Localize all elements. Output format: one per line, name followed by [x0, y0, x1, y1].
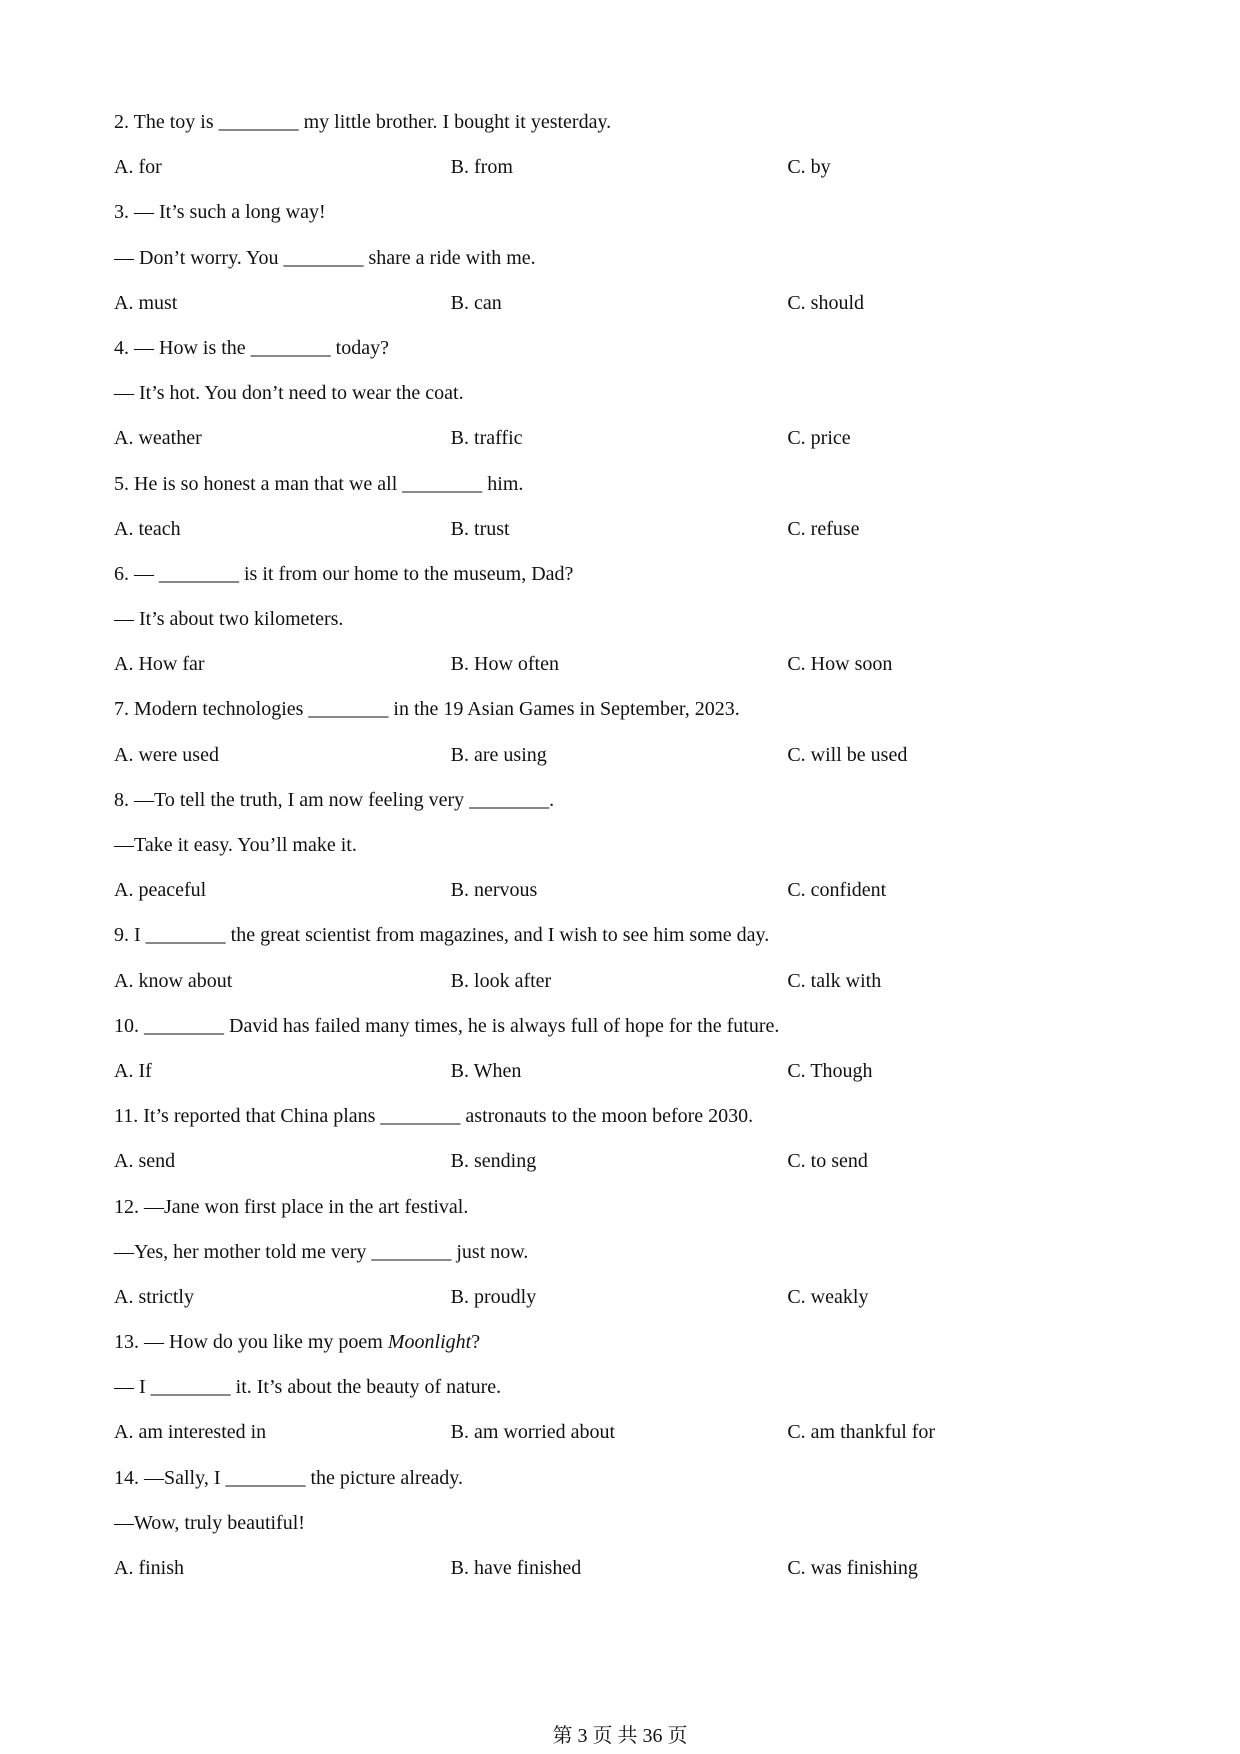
option-a: A. must	[114, 291, 178, 314]
text-run: 11. It’s reported that China plans ________ astronauts to the moon before 2030.	[114, 1105, 754, 1128]
option-a: A. teach	[114, 517, 181, 540]
option-b: B. am worried about	[450, 1421, 616, 1444]
answer-options	[114, 507, 1124, 552]
option-b: B. When	[450, 1059, 522, 1082]
text-run: 5. He is so honest a man that we all ________ him.	[114, 472, 524, 495]
option-a: A. How far	[114, 653, 205, 676]
option-a: A. know about	[114, 969, 233, 992]
answer-options	[114, 1049, 1124, 1094]
question-text	[114, 1501, 1124, 1546]
question-text	[114, 597, 1124, 642]
question-text	[114, 687, 1124, 732]
text-run: 13. — How do you like my poem	[114, 1331, 388, 1354]
text-run: 7. Modern technologies ________ in the 19 Asian Games in September, 2023.	[114, 698, 740, 721]
answer-options	[114, 733, 1124, 778]
question-text	[114, 326, 1124, 371]
option-a: A. am interested in	[114, 1421, 267, 1444]
option-c: C. will be used	[787, 743, 908, 766]
option-c: C. weakly	[787, 1285, 869, 1308]
option-b: B. traffic	[450, 427, 523, 450]
text-run: 6. — ________ is it from our home to the museum, Dad?	[114, 562, 574, 585]
option-c: C. confident	[787, 879, 887, 902]
question-text	[114, 100, 1124, 145]
answer-options	[114, 1410, 1124, 1455]
answer-options	[114, 868, 1124, 913]
option-a: A. were used	[114, 743, 219, 766]
text-run: — Don’t worry. You ________ share a ride with me.	[114, 246, 536, 269]
option-a: A. If	[114, 1059, 152, 1082]
text-run: ?	[471, 1331, 481, 1354]
option-c: C. was finishing	[787, 1557, 918, 1579]
option-b: B. are using	[450, 743, 547, 766]
option-c: C. talk with	[787, 969, 882, 992]
question-text	[114, 913, 1124, 958]
answer-options	[114, 959, 1124, 1004]
question-text	[114, 552, 1124, 597]
option-b: B. from	[450, 156, 513, 179]
option-b: B. sending	[450, 1150, 537, 1173]
question-text	[114, 236, 1124, 281]
question-text	[114, 823, 1124, 868]
option-c: C. refuse	[787, 517, 860, 540]
text-run: 12. —Jane won first place in the art festival.	[114, 1195, 469, 1218]
question-text	[114, 1185, 1124, 1230]
option-b: B. trust	[450, 517, 510, 540]
answer-options	[114, 145, 1124, 190]
question-text	[114, 1230, 1124, 1275]
question-text	[114, 1365, 1124, 1410]
text-run: 9. I ________ the great scientist from magazines, and I wish to see him some day.	[114, 924, 770, 947]
text-run: —Wow, truly beautiful!	[114, 1511, 305, 1534]
option-a: A. send	[114, 1150, 176, 1173]
text-run: 14. —Sally, I ________ the picture already.	[114, 1466, 463, 1489]
question-list	[114, 100, 1124, 1591]
option-a: A. peaceful	[114, 879, 207, 902]
option-c: C. by	[787, 156, 831, 179]
text-run: —Take it easy. You’ll make it.	[114, 834, 357, 856]
option-b: B. proudly	[450, 1285, 537, 1308]
answer-options	[114, 281, 1124, 326]
option-b: B. can	[450, 291, 502, 314]
question-text	[114, 1456, 1124, 1501]
answer-options	[114, 1275, 1124, 1320]
text-run: 10. ________ David has failed many times, he is always full of hope for the future.	[114, 1014, 780, 1037]
question-text	[114, 190, 1124, 235]
option-c: C. Though	[787, 1059, 873, 1082]
poem-title: Moonlight	[387, 1331, 472, 1354]
option-b: B. look after	[450, 969, 552, 992]
text-run: — It’s hot. You don’t need to wear the coat.	[114, 382, 464, 405]
text-run: — It’s about two kilometers.	[114, 608, 344, 631]
answer-options	[114, 642, 1124, 687]
question-text	[114, 371, 1124, 416]
option-a: A. for	[114, 156, 162, 179]
option-c: C. price	[787, 427, 851, 450]
text-run: —Yes, her mother told me very ________ just now.	[114, 1240, 529, 1263]
answer-options	[114, 1139, 1124, 1184]
option-c: C. should	[787, 291, 865, 314]
text-run: 3. — It’s such a long way!	[114, 201, 326, 224]
text-run: 2. The toy is ________ my little brother. I bought it yesterday.	[114, 111, 612, 133]
option-c: C. to send	[787, 1150, 868, 1173]
question-text	[114, 1320, 1124, 1365]
option-c: C. am thankful for	[787, 1421, 936, 1444]
text-run: 8. —To tell the truth, I am now feeling very ________.	[114, 788, 555, 811]
option-b: B. have finished	[450, 1557, 582, 1579]
question-text	[114, 1094, 1124, 1139]
question-text	[114, 778, 1124, 823]
text-run: — I ________ it. It’s about the beauty of nature.	[114, 1376, 502, 1399]
option-c: C. How soon	[787, 653, 893, 676]
option-a: A. weather	[114, 427, 202, 450]
option-a: A. strictly	[114, 1285, 194, 1308]
option-b: B. nervous	[450, 879, 538, 902]
page-number-footer: 第 3 页 共 36 页	[552, 1725, 688, 1747]
option-b: B. How often	[450, 653, 559, 676]
answer-options	[114, 1546, 1124, 1591]
question-text	[114, 1004, 1124, 1049]
option-a: A. finish	[114, 1557, 184, 1579]
text-run: 4. — How is the ________ today?	[114, 336, 389, 359]
answer-options	[114, 416, 1124, 461]
question-text	[114, 462, 1124, 507]
